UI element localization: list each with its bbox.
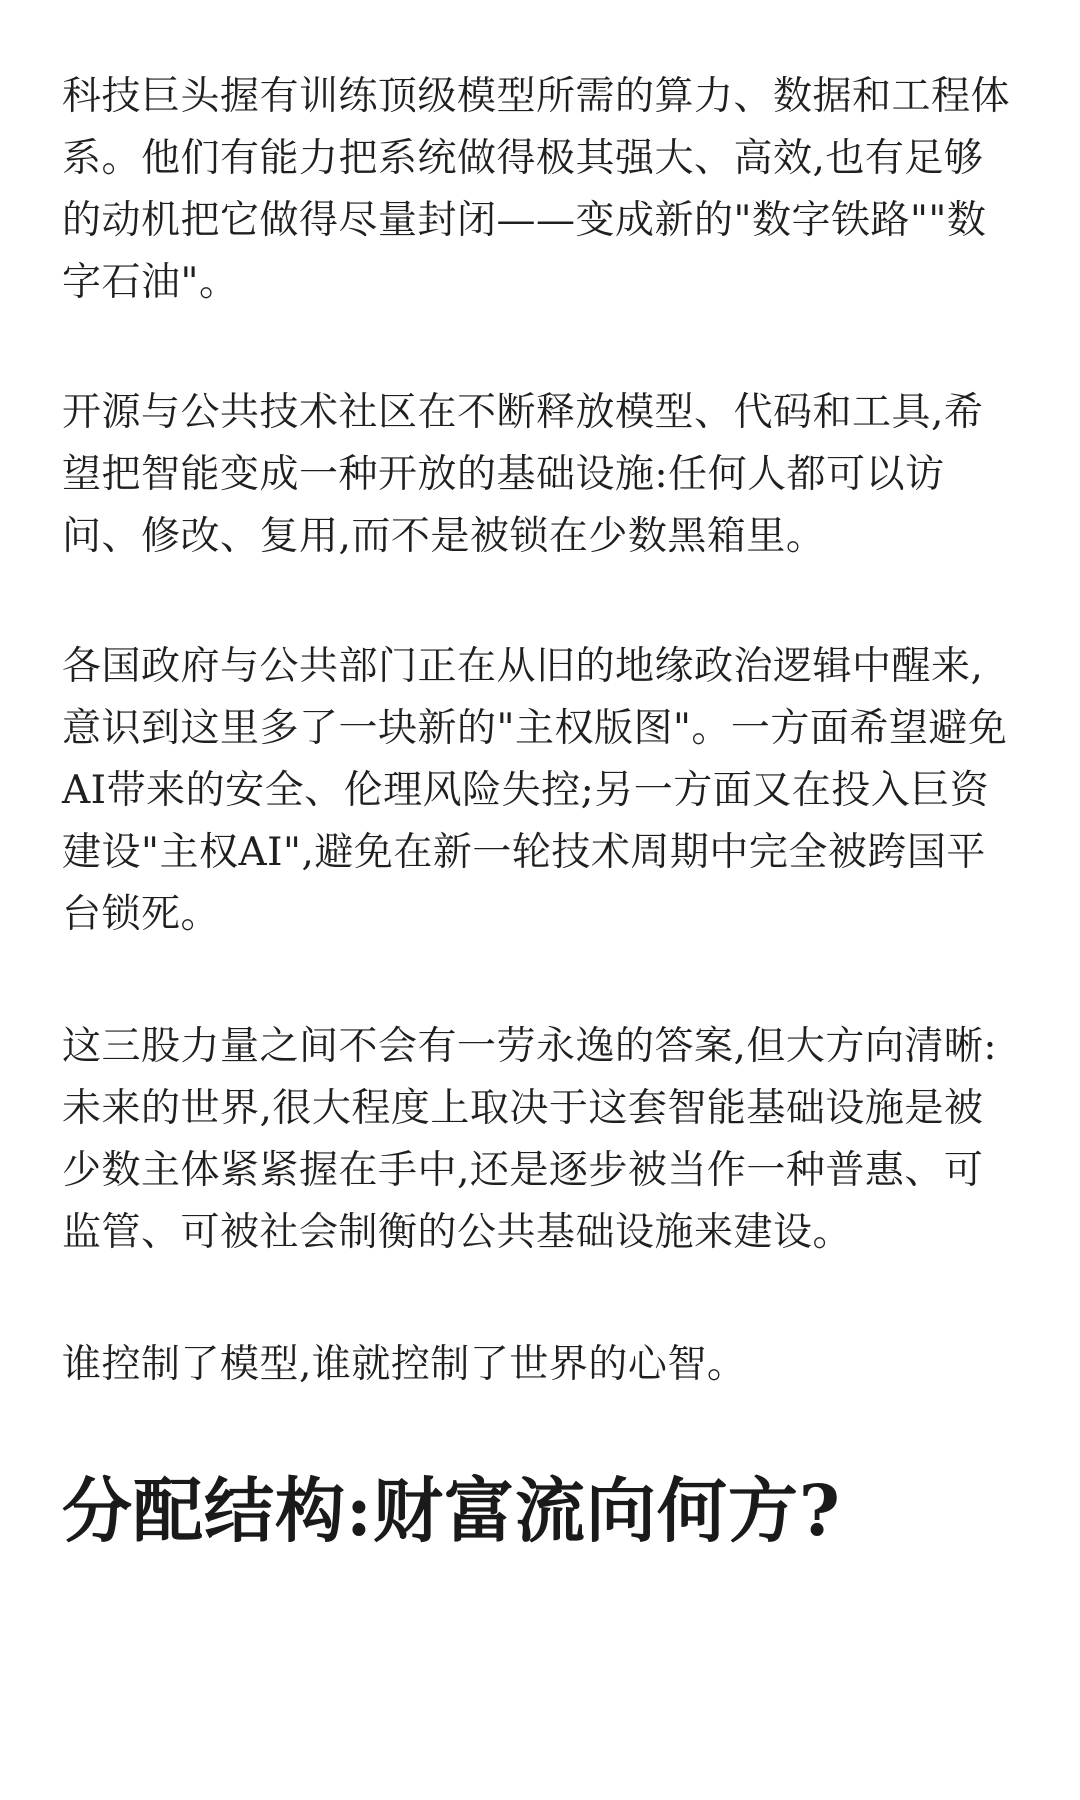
paragraph-three-forces: 这三股力量之间不会有一劳永逸的答案,但大方向清晰:未来的世界,很大程度上取决于这套智能基础设施是被少数主体紧紧握在手中,还是逐步被当作一种普惠、可监管、可被社会制衡的公共基础设施来建设。 [62, 1024, 998, 1255]
paragraph-governments: 各国政府与公共部门正在从旧的地缘政治逻辑中醒来,意识到这里多了一块新的"主权版图"。一方面希望避免AI带来的安全、伦理风险失控;另一方面又在投入巨资建设"主权AI",避免在新一轮技术周期中完全被跨国平台锁死。 [62, 644, 1008, 937]
paragraph-open-source: 开源与公共技术社区在不断释放模型、代码和工具,希望把智能变成一种开放的基础设施:任何人都可以访问、修改、复用,而不是被锁在少数黑箱里。 [62, 390, 984, 559]
section-heading: 分配结构:财富流向何方? [62, 1469, 841, 1552]
article-body [62, 66, 1022, 1556]
paragraph-tech-giants: 科技巨头握有训练顶级模型所需的算力、数据和工程体系。他们有能力把系统做得极其强大、高效,也有足够的动机把它做得尽量封闭——变成新的"数字铁路""数字石油"。 [62, 74, 1011, 305]
paragraph-conclusion: 谁控制了模型,谁就控制了世界的心智。 [62, 1342, 747, 1387]
